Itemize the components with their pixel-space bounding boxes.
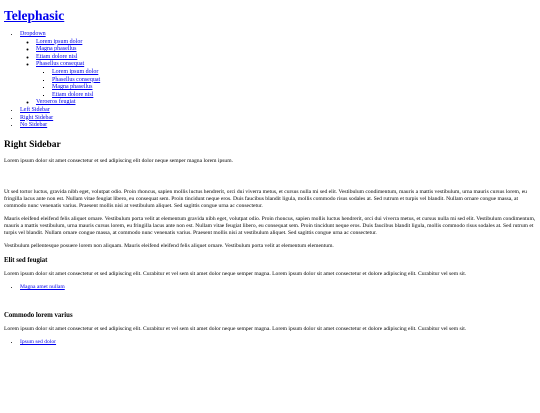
nav-item-left-sidebar xyxy=(20,107,536,115)
dropdown-item xyxy=(36,61,536,99)
nav-link-right-sidebar[interactable]: Right Sidebar xyxy=(20,114,54,121)
submenu xyxy=(36,69,536,99)
dropdown-link-etiam-dolore-nisl[interactable]: Etiam dolore nisl xyxy=(36,53,78,60)
sidebar-section-text-2: Lorem ipsum dolor sit amet consectetur et sed adipiscing elit. Curabitur et vel sem sit amet dolor neque semper magna. Lorem ipsum dolor sit amet consectetur et dolore adipiscing elit. Curabitur vel sem sit. xyxy=(4,325,467,332)
submenu-link-lorem-ipsum-dolor[interactable]: Lorem ipsum dolor xyxy=(52,68,99,75)
body-paragraph-2: Mauris eleifend eleifend felis aliquet ornare. Vestibulum porta velit at elementum gravida nibh eget, volutpat odio. Proin rhoncus, sapien mollis luctus hendrerit, orci dui viverra metus, et cursus nulla mi sed elit. Vestibulum condimentum, mauris a mattis vestibulum, urna mauris cursus lorem, eu fringilla lacus ante non est. Nullam vitae feugiat libero, eu consequat sem. Proin tincidunt neque eros. Duis faucibus blandit ligula, mollis commodo risus sodales at. Sed rutrum et turpis vel blandit. Nullam ornare congue massa, at commodo nunc venenatis varius. Praesent mollis nisi at vestibulum aliquet. Sed sagittis congue urna ac consectetur. xyxy=(4,215,536,236)
page-title: Right Sidebar xyxy=(4,139,61,150)
sidebar-section-title-2: Commodo lorem varius xyxy=(4,311,73,319)
dropdown-menu xyxy=(20,39,536,107)
site-title-link[interactable]: Telephasic xyxy=(4,8,65,23)
nav-item-no-sidebar xyxy=(20,122,536,130)
sidebar-link-list-2 xyxy=(4,339,536,346)
main-nav xyxy=(4,31,536,130)
sidebar-link-magna-amet-nullam[interactable]: Magna amet nullam xyxy=(20,283,65,290)
submenu-link-phasellus-consequat[interactable]: Phasellus consequat xyxy=(52,76,101,83)
spacer xyxy=(4,291,536,305)
dropdown-link-veroeros-feugiat[interactable]: Veroeros feugiat xyxy=(36,99,76,106)
sidebar-link-list-1 xyxy=(4,284,536,291)
dropdown-item xyxy=(36,46,536,54)
sidebar-section-text-1: Lorem ipsum dolor sit amet consectetur et sed adipiscing elit. Curabitur et vel sem sit amet dolor neque semper magna. Lorem ipsum dolor sit amet consectetur et dolore adipiscing elit. Curabitur vel sem sit. xyxy=(4,270,467,277)
nav-item-dropdown xyxy=(20,31,536,107)
list-item xyxy=(20,284,536,291)
nav-link-dropdown[interactable]: Dropdown xyxy=(20,31,46,37)
site-title xyxy=(4,8,536,24)
sidebar-link-ipsum-sed-dolor[interactable]: Ipsum sed dolor xyxy=(20,338,57,345)
submenu-item xyxy=(52,69,536,77)
spacer xyxy=(4,171,536,189)
dropdown-item xyxy=(36,54,536,62)
submenu-link-magna-phasellus[interactable]: Magna phasellus xyxy=(52,84,93,91)
body-paragraph-3: Vestibulum pellentesque posuere lorem non aliquam. Mauris eleifend eleifend felis aliquet ornare. Vestibulum porta velit at elementum elementum. xyxy=(4,242,334,249)
dropdown-link-lorem-ipsum-dolor[interactable]: Lorem ipsum dolor xyxy=(36,38,83,45)
submenu-item xyxy=(52,77,536,85)
dropdown-link-magna-phasellus[interactable]: Magna phasellus xyxy=(36,46,77,53)
sidebar-section-title-1: Elit sed feugiat xyxy=(4,256,48,264)
submenu-link-etiam-dolore-nisl[interactable]: Etiam dolore nisl xyxy=(52,91,94,98)
submenu-item xyxy=(52,84,536,92)
submenu-item xyxy=(52,92,536,100)
page xyxy=(0,8,540,346)
nav-link-no-sidebar[interactable]: No Sidebar xyxy=(20,122,48,129)
dropdown-item xyxy=(36,39,536,47)
intro-paragraph: Lorem ipsum dolor sit amet consectetur et sed adipiscing elit dolor neque semper magna lorem ipsum. xyxy=(4,157,233,164)
nav-link-left-sidebar[interactable]: Left Sidebar xyxy=(20,106,50,113)
dropdown-link-phasellus-consequat[interactable]: Phasellus consequat xyxy=(36,61,85,68)
list-item xyxy=(20,339,536,346)
body-paragraph-1: Ut sed tortor luctus, gravida nibh eget, volutpat odio. Proin rhoncus, sapien mollis luctus hendrerit, orci dui viverra metus, et cursus nulla mi sed elit. Vestibulum condimentum, mauris a mattis vestibulum, urna mauris cursus lorem, eu fringilla lacus ante non est. Nullam vitae feugiat libero, eu consequat sem. Proin tincidunt neque eros. Duis faucibus blandit ligula, mollis commodo risus sodales at. Sed rutrum et turpis vel blandit. Nullam ornare congue massa, at commodo nunc venenatis varius. Praesent mollis nisi at vestibulum aliquet. Sed sagittis congue urna ac consectetur. xyxy=(4,188,527,209)
dropdown-item xyxy=(36,99,536,107)
nav-item-right-sidebar xyxy=(20,115,536,123)
